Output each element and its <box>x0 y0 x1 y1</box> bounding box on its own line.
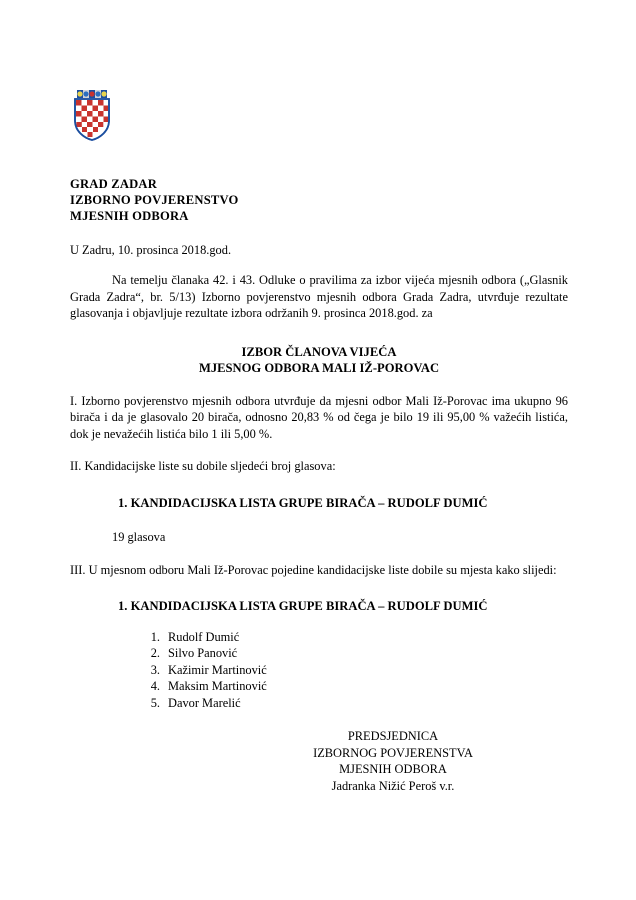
document-title <box>70 344 568 377</box>
signature-name: Jadranka Nižić Peroš v.r. <box>331 778 455 793</box>
list-item-label: Davor Marelić <box>168 695 241 710</box>
signature-block <box>0 728 636 794</box>
section-ii: II. Kandidacijske liste su dobile sljedeći broj glasova: <box>70 459 336 473</box>
candidate-list-title-seats: 1. KANDIDACIJSKA LISTA GRUPE BIRAČA – RUDOLF DUMIĆ <box>118 599 488 613</box>
intro-paragraph: Na temelju članaka 42. i 43. Odluke o pravilima za izbor vijeća mjesnih odbora („Glasnik Grada Zadra“, br. 5/13) Izborno povjerenstvo mjesnih odbora Grada Zadra, utvrđuje rezultate glasovanja i objavljuje rezultate izbora održanih 9. prosinca 2018.god. za <box>70 273 568 320</box>
list-item <box>146 695 568 712</box>
list-item-number: 1. <box>150 629 160 644</box>
list-item <box>146 662 568 679</box>
list-item-label: Silvo Panović <box>168 646 238 660</box>
list-item-label: Rudolf Dumić <box>168 629 240 644</box>
list-item <box>146 678 568 695</box>
signature-line-1: PREDSJEDNICA <box>347 729 439 743</box>
croatian-coat-of-arms-icon <box>70 88 114 142</box>
list-item-label: Kažimir Martinović <box>168 662 267 677</box>
place-and-date: U Zadru, 10. prosinca 2018.god. <box>70 243 232 257</box>
candidate-list <box>146 629 568 712</box>
section-i: I. Izborno povjerenstvo mjesnih odbora utvrđuje da mjesni odbor Mali Iž-Porovac ima ukupno 96 birača i da je glasovalo 20 birača, odnosno 20,83 % od čega je bilo 19 ili 95,00 % važećih listića, dok je nevažećih listića bilo 1 ili 5,00 %. <box>70 393 568 441</box>
org-line-committee: IZBORNO POVJERENSTVO <box>70 193 239 207</box>
list-item-number: 3. <box>150 662 160 677</box>
list-item <box>146 629 568 646</box>
list-item <box>146 645 568 662</box>
signature-line-3: MJESNIH ODBORA <box>339 762 447 776</box>
section-iii: III. U mjesnom odboru Mali Iž-Porovac pojedine kandidacijske liste dobile su mjesta kako slijedi: <box>70 562 557 577</box>
title-line-2: MJESNOG ODBORA MALI IŽ-POROVAC <box>198 361 440 375</box>
signature-line-2: IZBORNOG POVJERENSTVA <box>313 745 473 760</box>
organization-header <box>70 176 568 224</box>
title-line-1: IZBOR ČLANOVA VIJEĆA <box>241 344 397 359</box>
org-line-city: GRAD ZADAR <box>70 177 158 191</box>
candidate-list-title-votes: 1. KANDIDACIJSKA LISTA GRUPE BIRAČA – RUDOLF DUMIĆ <box>118 495 488 510</box>
list-item-label: Maksim Martinović <box>168 679 267 693</box>
list-item-number: 5. <box>150 695 160 710</box>
list-item-number: 2. <box>150 646 160 660</box>
votes-count: 19 glasova <box>112 530 166 544</box>
org-line-boards: MJESNIH ODBORA <box>70 209 189 223</box>
list-item-number: 4. <box>150 679 160 693</box>
